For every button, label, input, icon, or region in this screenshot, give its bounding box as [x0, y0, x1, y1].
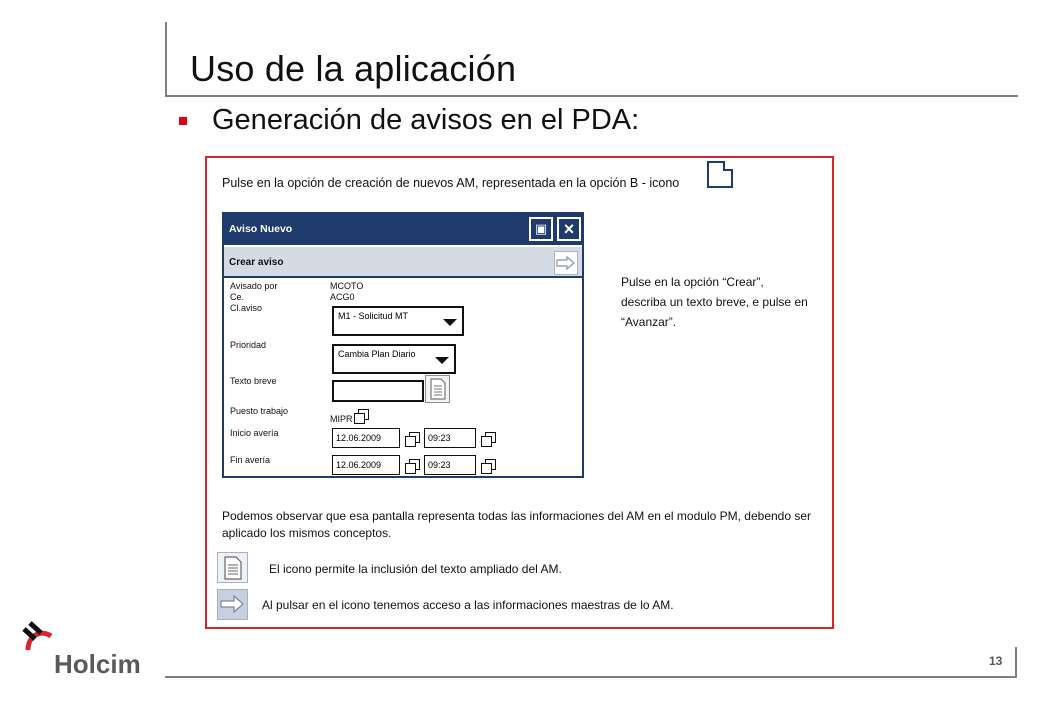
fin-time-value: 09:23: [428, 460, 451, 470]
texto-breve-input[interactable]: [332, 380, 424, 402]
close-button[interactable]: [557, 217, 581, 241]
puesto-trabajo-value: MIPR: [330, 414, 353, 424]
new-document-icon: [707, 161, 733, 188]
puesto-trabajo-label: Puesto trabajo: [230, 406, 289, 416]
close-icon: ×: [563, 218, 575, 239]
copy-icon[interactable]: [481, 432, 495, 446]
fin-date-value: 12.06.2009: [336, 460, 382, 470]
prioridad-select[interactable]: [332, 344, 456, 374]
next-button[interactable]: [554, 251, 578, 275]
pda-window: [222, 212, 584, 478]
bullet-heading: Generación de avisos en el PDA:: [212, 104, 640, 136]
arrow-right-icon: [556, 256, 576, 270]
pda-window-title: Aviso Nuevo: [229, 223, 293, 235]
document-text-icon: [217, 552, 248, 583]
legend-arrow-icon: Al pulsar en el icono tenemos acceso a las informaciones maestras de lo AM.: [262, 598, 674, 612]
document-text-icon[interactable]: [425, 375, 450, 403]
texto-breve-label: Texto breve: [230, 376, 277, 386]
fin-date-input[interactable]: [332, 455, 400, 475]
title-divider-vertical: [165, 22, 167, 96]
holcim-logo: [20, 620, 155, 680]
chevron-down-icon: [443, 319, 457, 326]
inicio-time-input[interactable]: [424, 428, 476, 448]
bullet-marker: [179, 117, 187, 125]
page-title: Uso de la aplicación: [190, 48, 517, 89]
footer-divider-vertical: [1015, 647, 1017, 678]
create-notice-bar[interactable]: [224, 247, 582, 278]
legend-text-icon: El icono permite la inclusión del texto ampliado del AM.: [269, 562, 562, 576]
prioridad-selected: Cambia Plan Diario: [338, 349, 416, 359]
footer-divider-horizontal: [165, 676, 1016, 678]
avisado-por-label: Avisado por: [230, 281, 278, 291]
copy-icon[interactable]: [354, 409, 368, 423]
copy-icon[interactable]: [405, 459, 419, 473]
save-button[interactable]: [529, 217, 553, 241]
chevron-down-icon: [435, 357, 449, 364]
top-instruction: Pulse en la opción de creación de nuevos AM, representada en la opción B - icono: [222, 176, 680, 190]
holcim-wordmark: Holcim: [54, 649, 141, 679]
inicio-averia-label: Inicio avería: [230, 428, 279, 438]
save-icon: ▣: [534, 221, 548, 236]
create-notice-label: Crear aviso: [229, 257, 284, 268]
inicio-time-value: 09:23: [428, 433, 451, 443]
avisado-por-value: MCOTO: [330, 281, 364, 291]
cl-aviso-label: Cl.aviso: [230, 303, 263, 313]
cl-aviso-selected: M1 - Solicitud MT: [338, 311, 409, 321]
ce-value: ACG0: [330, 292, 355, 302]
copy-icon[interactable]: [405, 432, 419, 446]
copy-icon[interactable]: [481, 459, 495, 473]
inicio-date-value: 12.06.2009: [336, 433, 382, 443]
prioridad-label: Prioridad: [230, 340, 267, 350]
fin-averia-label: Fin avería: [230, 455, 271, 465]
cl-aviso-select[interactable]: [332, 306, 464, 336]
page-number: 13: [989, 654, 1003, 668]
fin-time-input[interactable]: [424, 455, 476, 475]
arrow-right-icon: [217, 589, 248, 620]
inicio-date-input[interactable]: [332, 428, 400, 448]
ce-label: Ce.: [230, 292, 245, 302]
right-instruction: Pulse en la opción “Crear”, describa un texto breve, e pulse en “Avanzar”.: [621, 275, 808, 329]
description-text: Podemos observar que esa pantalla representa todas las informaciones del AM en el modulo PM, debendo ser aplicado los mismos conceptos.: [222, 509, 812, 540]
title-divider-horizontal: [165, 95, 1018, 97]
